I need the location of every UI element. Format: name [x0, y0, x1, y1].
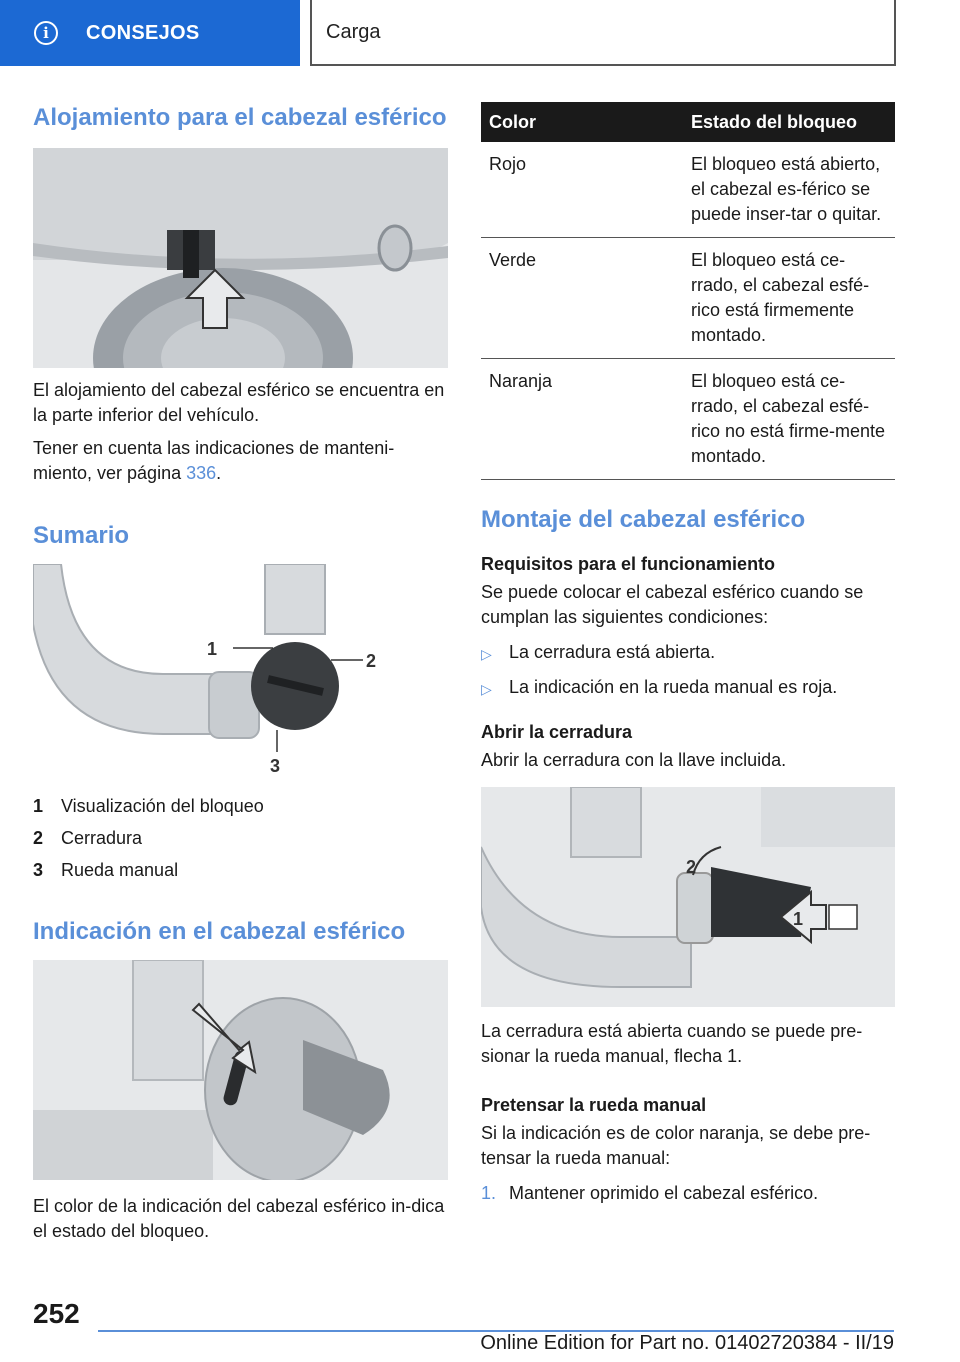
ball-head-overview-illustration: [33, 564, 448, 782]
legend-number: 1: [33, 796, 44, 816]
table-cell-state: El bloqueo está ce-rrado, el cabezal esfé-rico está firmemente montado.: [683, 238, 895, 359]
paragraph-alojamiento-2: [33, 436, 448, 486]
legend-item: [33, 822, 448, 854]
legend-number: 2: [33, 828, 44, 848]
table-row: [481, 142, 895, 238]
open-lock-callout-1: 1: [793, 909, 804, 929]
paragraph-abrir-2: La cerradura está abierta cuando se puede pre-sionar la rueda manual, flecha 1.: [481, 1021, 863, 1066]
figure-hitch-receptacle: [33, 148, 448, 368]
footer-edition-text: Online Edition for Part no. 01402720384 - II/19: [480, 1332, 894, 1354]
section-title-montaje: Montaje del cabezal esférico: [481, 506, 806, 533]
lock-status-table: [481, 102, 895, 480]
legend-text: Rueda manual: [61, 860, 179, 880]
legend-text: Cerradura: [61, 828, 143, 848]
legend-item: [33, 790, 448, 822]
right-column: [481, 102, 895, 1206]
table-row: [481, 238, 895, 359]
left-column: [33, 102, 448, 1244]
hitch-receptacle-illustration: [33, 148, 448, 368]
triangle-bullet-icon: ▷: [481, 681, 492, 697]
header-section-title: Carga: [326, 20, 381, 43]
paragraph-alojamiento-1: El alojamiento del cabezal esférico se encuentra en la parte inferior del vehículo.: [33, 380, 445, 425]
section-title-sumario: Sumario: [33, 522, 130, 549]
list-item-text: Mantener oprimido el cabezal esférico.: [509, 1183, 819, 1203]
table-cell-color: Naranja: [481, 359, 683, 480]
triangle-bullet-icon: ▷: [481, 646, 492, 662]
list-item-text: La indicación en la rueda manual es roja.: [509, 677, 838, 697]
legend-text: Visualización del bloqueo: [61, 796, 264, 816]
step-number: 1.: [481, 1183, 497, 1203]
overview-legend: [33, 790, 448, 886]
figure-open-lock: [481, 787, 895, 1007]
page-number: 252: [33, 1298, 80, 1329]
header-tab[interactable]: [0, 0, 300, 66]
page-link-336[interactable]: 336: [186, 463, 217, 483]
table-cell-color: Rojo: [481, 142, 683, 238]
open-lock-callout-2: 2: [686, 857, 697, 877]
legend-item: [33, 854, 448, 886]
overview-callout-2: 2: [366, 651, 377, 671]
section-title-alojamiento: Alojamiento para el cabezal esférico: [33, 104, 447, 131]
list-item: [481, 640, 895, 667]
section-title-indicacion: Indicación en el cabezal esférico: [33, 918, 406, 945]
list-item: [481, 1181, 895, 1206]
header-section-box: [310, 0, 896, 66]
info-icon: i: [34, 21, 58, 45]
subsection-title-pretensar: Pretensar la rueda manual: [481, 1095, 707, 1115]
list-item-text: La cerradura está abierta.: [509, 642, 716, 662]
header-tab-label: CONSEJOS: [86, 21, 200, 44]
paragraph-alojamiento-2-end: .: [216, 463, 222, 483]
paragraph-requisitos: Se puede colocar el cabezal esférico cuando se cumplan las siguientes condiciones:: [481, 582, 864, 627]
figure-overview: [33, 564, 448, 782]
overview-callout-1: 1: [207, 639, 218, 659]
subsection-title-requisitos: Requisitos para el funcionamiento: [481, 554, 776, 574]
paragraph-abrir: Abrir la cerradura con la llave incluida.: [481, 750, 787, 770]
paragraph-alojamiento-2-text: Tener en cuenta las indicaciones de manteni-miento, ver página: [33, 438, 395, 483]
figure-indicator: [33, 960, 448, 1180]
list-item: [481, 675, 895, 702]
lock-indicator-illustration: [33, 960, 448, 1180]
table-cell-state: El bloqueo está abierto, el cabezal es-férico se puede inser-tar o quitar.: [683, 142, 895, 238]
table-cell-state: El bloqueo está ce-rrado, el cabezal esfé-rico no está firme-mente montado.: [683, 359, 895, 480]
table-cell-color: Verde: [481, 238, 683, 359]
table-header-color: Color: [481, 102, 683, 142]
table-header-row: [481, 102, 895, 142]
paragraph-pretensar: Si la indicación es de color naranja, se debe pre-tensar la rueda manual:: [481, 1123, 871, 1168]
overview-callout-3: 3: [270, 756, 281, 776]
legend-number: 3: [33, 860, 44, 880]
open-lock-illustration: [481, 787, 895, 1007]
subsection-title-abrir: Abrir la cerradura: [481, 722, 633, 742]
table-header-state: Estado del bloqueo: [683, 102, 895, 142]
table-row: [481, 359, 895, 480]
paragraph-indicacion: El color de la indicación del cabezal esférico in-dica el estado del bloqueo.: [33, 1196, 445, 1241]
